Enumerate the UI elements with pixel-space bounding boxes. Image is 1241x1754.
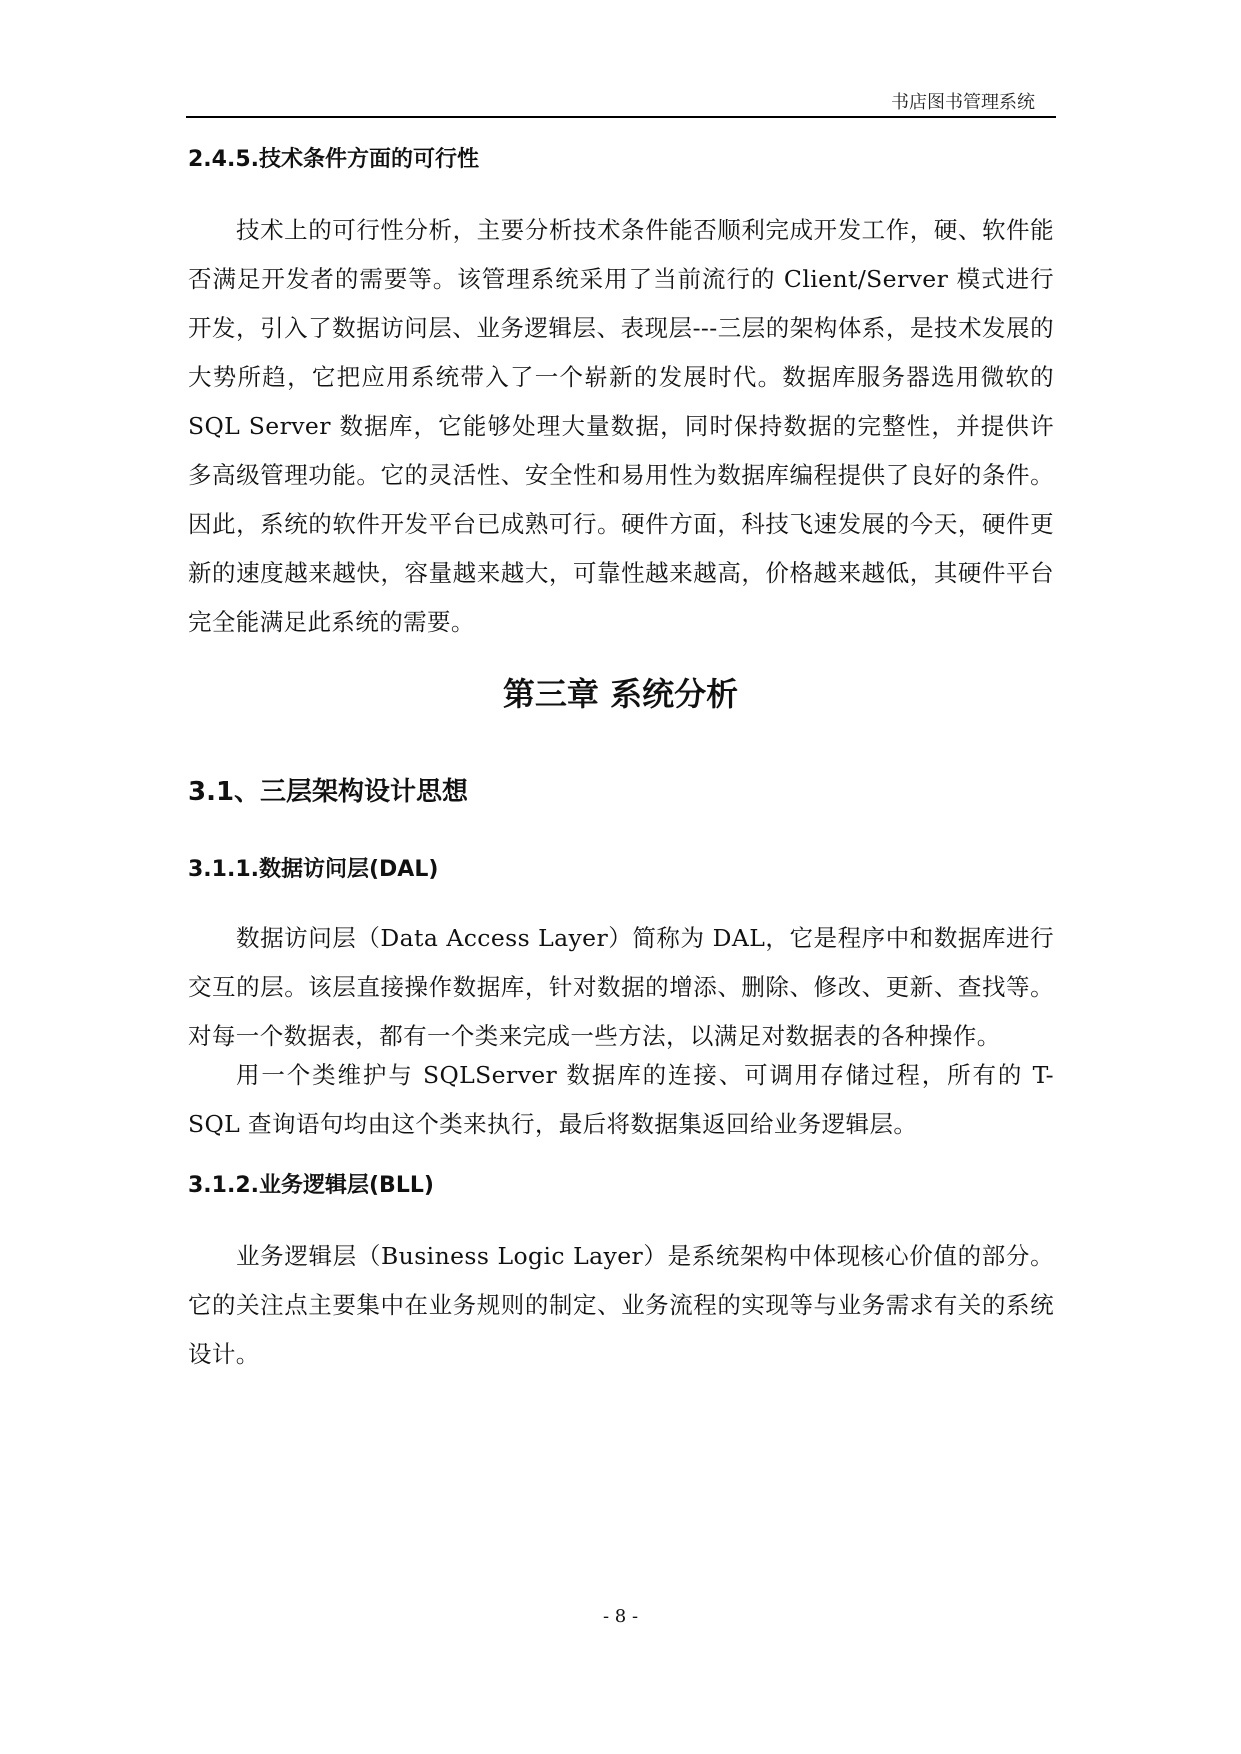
page-number: - 8 - xyxy=(602,1606,639,1627)
paragraph-technical-feasibility: 技术上的可行性分析，主要分析技术条件能否顺利完成开发工作，硬、软件能否满足开发者的需要等。该管理系统采用了当前流行的 Client/Server 模式进行开发，引入了数据访问层、业务逻辑层、表现层---三层的架构体系，是技术发展的大势所趋，它把应用系统带入了一个崭新的发展时代。数据库服务器选用微软的 SQL Server 数据库，它能够处理大量数据，同时保持数据的完整性，并提供许多高级管理功能。它的灵活性、安全性和易用性为数据库编程提供了良好的条件。因此，系统的软件开发平台已成熟可行。硬件方面，科技飞速发展的今天，硬件更新的速度越来越快，容量越来越大，可靠性越来越高，价格越来越低，其硬件平台完全能满足此系统的需要。 xyxy=(188,216,1054,636)
header-rule xyxy=(186,116,1056,118)
running-header: 书店图书管理系统 xyxy=(891,92,1035,113)
chapter-title: 第三章 系统分析 xyxy=(502,675,739,713)
paragraph-dal-intro: 数据访问层（Data Access Layer）简称为 DAL，它是程序中和数据库进行交互的层。该层直接操作数据库，针对数据的增添、删除、修改、更新、查找等。对每一个数据表，都有一个类来完成一些方法，以满足对数据表的各种操作。 xyxy=(188,924,1054,1050)
paragraph-dal-detail: 用一个类维护与 SQLServer 数据库的连接、可调用存储过程，所有的 T-SQL 查询语句均由这个类来执行，最后将数据集返回给业务逻辑层。 xyxy=(188,1061,1054,1138)
section-heading-3-1: 3.1、三层架构设计思想 xyxy=(188,777,469,807)
section-heading-3-1-1: 3.1.1.数据访问层(DAL) xyxy=(188,857,439,882)
paragraph-bll-intro: 业务逻辑层（Business Logic Layer）是系统架构中体现核心价值的部分。它的关注点主要集中在业务规则的制定、业务流程的实现等与业务需求有关的系统设计。 xyxy=(188,1242,1054,1368)
section-heading-2-4-5: 2.4.5.技术条件方面的可行性 xyxy=(188,147,479,172)
section-heading-3-1-2: 3.1.2.业务逻辑层(BLL) xyxy=(188,1173,434,1198)
